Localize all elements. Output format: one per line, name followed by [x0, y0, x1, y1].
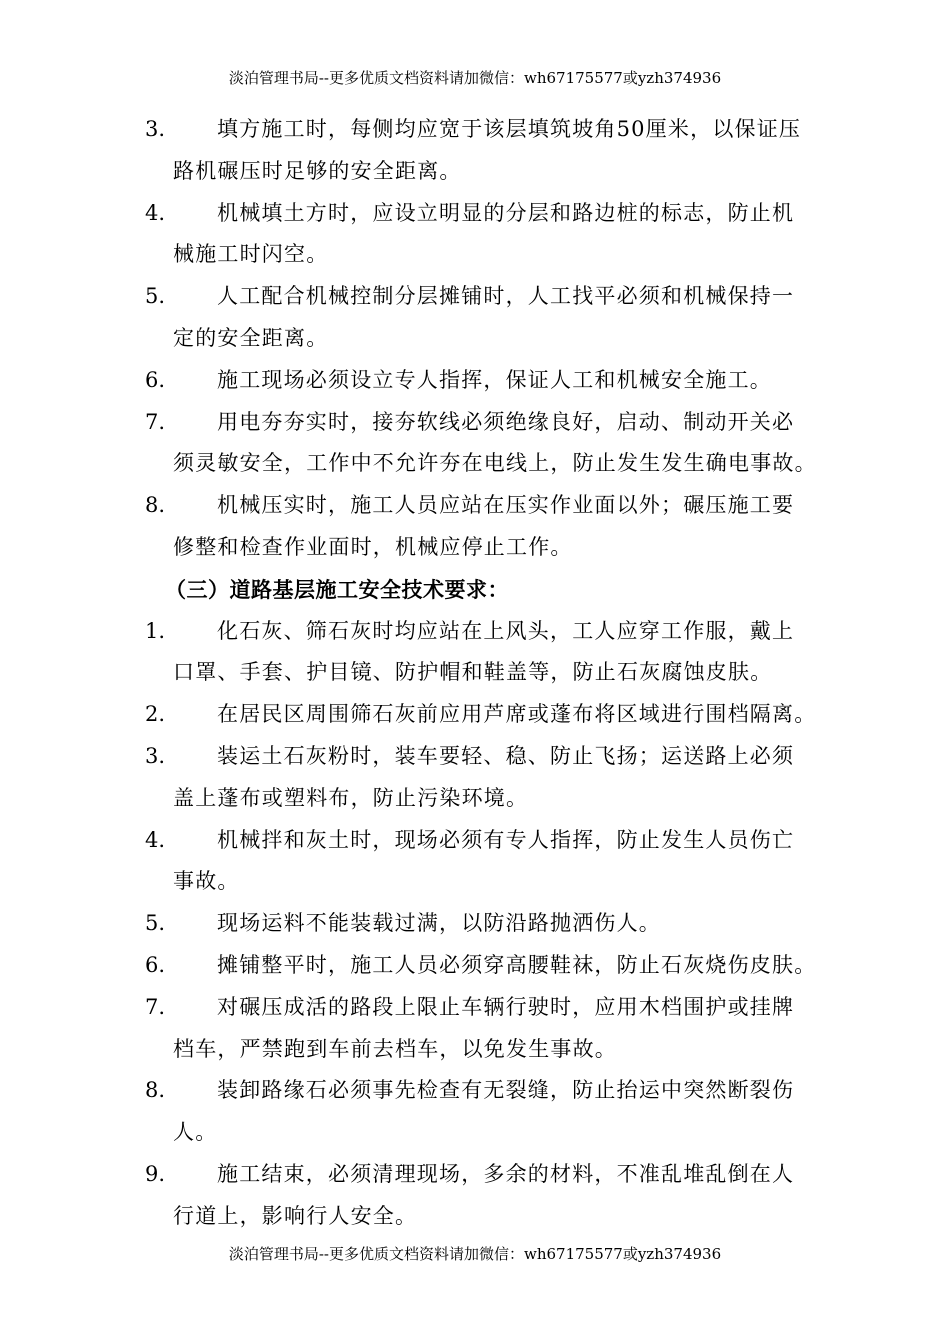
list-item-line	[145, 109, 825, 151]
list-item-line	[145, 402, 825, 444]
section-heading-line	[145, 569, 825, 611]
list-item-line	[145, 736, 825, 778]
list-item-text: 在居民区周围筛石灰前应用芦席或蓬布将区域进行围档隔离。	[217, 702, 817, 727]
list-item-line	[145, 694, 825, 736]
list-item-number: 3.	[145, 117, 166, 141]
list-item-number: 4.	[145, 200, 166, 225]
list-item-number: 8.	[145, 493, 166, 518]
section-heading: （三）道路基层施工安全技术要求：	[165, 576, 509, 602]
list-item-text: 装卸路缘石必须事先检查有无裂缝，防止抬运中突然断裂伤	[217, 1078, 795, 1103]
list-item-text: 用电夯夯实时，接夯软线必须绝缘良好，启动、制动开关必	[217, 409, 795, 434]
list-item-line	[145, 318, 825, 360]
list-item-text: 人。	[173, 1120, 218, 1145]
list-item-number: 8.	[145, 1078, 166, 1103]
list-item-line	[145, 861, 825, 903]
list-item-line	[145, 611, 825, 653]
page-header-watermark: 淡泊管理书局--更多优质文档资料请加微信：wh67175577或yzh374936	[228, 69, 722, 87]
list-item-text: 行道上，影响行人安全。	[173, 1203, 418, 1228]
list-item-line	[145, 485, 825, 527]
list-item-line	[145, 945, 825, 987]
list-item-line	[145, 820, 825, 862]
page-footer-watermark: 淡泊管理书局--更多优质文档资料请加微信：wh67175577或yzh374936	[228, 1245, 722, 1263]
list-item-number: 7.	[145, 409, 166, 434]
list-item-text: 口罩、手套、护目镜、防护帽和鞋盖等，防止石灰腐蚀皮肤。	[173, 660, 773, 685]
list-item-number: 9.	[145, 1161, 166, 1186]
list-item-text: 填方施工时，每侧均应宽于该层填筑坡角50厘米，以保证压	[217, 117, 802, 141]
list-item-line	[145, 151, 825, 193]
list-item-text: 机械拌和灰土时，现场必须有专人指挥，防止发生人员伤亡	[217, 827, 795, 852]
list-item-line	[145, 1029, 825, 1071]
list-item-line	[145, 987, 825, 1029]
list-item-line	[145, 527, 825, 569]
list-item-text: 对碾压成活的路段上限止车辆行驶时，应用木档围护或挂牌	[217, 994, 795, 1019]
list-item-text: 路机碾压时足够的安全距离。	[173, 158, 462, 183]
list-item-line	[145, 443, 825, 485]
list-item-line	[145, 1112, 825, 1154]
list-item-line	[145, 276, 825, 318]
list-item-line	[145, 1070, 825, 1112]
list-item-number: 7.	[145, 994, 166, 1019]
list-item-number: 4.	[145, 827, 166, 852]
list-item-line	[145, 652, 825, 694]
list-item-line	[145, 1154, 825, 1196]
list-item-line	[145, 778, 825, 820]
list-item-number: 3.	[145, 743, 166, 768]
list-item-number: 6.	[145, 952, 166, 977]
list-item-text: 定的安全距离。	[173, 325, 329, 350]
list-item-text: 须灵敏安全，工作中不允许夯在电线上，防止发生发生确电事故。	[173, 451, 817, 476]
list-item-line	[145, 1196, 825, 1238]
list-item-text: 盖上蓬布或塑料布，防止污染环境。	[173, 785, 529, 810]
document-body	[145, 109, 825, 1238]
list-item-text: 摊铺整平时，施工人员必须穿高腰鞋袜，防止石灰烧伤皮肤。	[217, 952, 817, 977]
list-item-text: 现场运料不能装载过满，以防沿路抛洒伤人。	[217, 911, 661, 936]
list-item-text: 修整和检查作业面时，机械应停止工作。	[173, 534, 573, 559]
list-item-text: 械施工时闪空。	[173, 242, 329, 267]
list-item-line	[145, 193, 825, 235]
list-item-number: 2.	[145, 702, 166, 727]
list-item-text: 装运土石灰粉时，装车要轻、稳、防止飞扬；运送路上必须	[217, 743, 795, 768]
list-item-text: 档车，严禁跑到车前去档车，以免发生事故。	[173, 1036, 617, 1061]
list-item-text: 施工现场必须设立专人指挥，保证人工和机械安全施工。	[217, 367, 772, 392]
list-item-line	[145, 234, 825, 276]
list-item-text: 机械压实时，施工人员应站在压实作业面以外；碾压施工要	[217, 493, 795, 518]
list-item-line	[145, 360, 825, 402]
list-item-text: 事故。	[173, 869, 240, 894]
list-item-text: 施工结束，必须清理现场，多余的材料，不准乱堆乱倒在人	[217, 1161, 795, 1186]
list-item-text: 机械填土方时，应设立明显的分层和路边桩的标志，防止机	[217, 200, 795, 225]
list-item-number: 5.	[145, 911, 166, 936]
list-item-text: 化石灰、筛石灰时均应站在上风头，工人应穿工作服，戴上	[217, 618, 795, 643]
list-item-line	[145, 903, 825, 945]
list-item-number: 5.	[145, 284, 166, 309]
list-item-number: 6.	[145, 367, 166, 392]
list-item-text: 人工配合机械控制分层摊铺时，人工找平必须和机械保持一	[217, 284, 795, 309]
list-item-number: 1.	[145, 618, 166, 643]
